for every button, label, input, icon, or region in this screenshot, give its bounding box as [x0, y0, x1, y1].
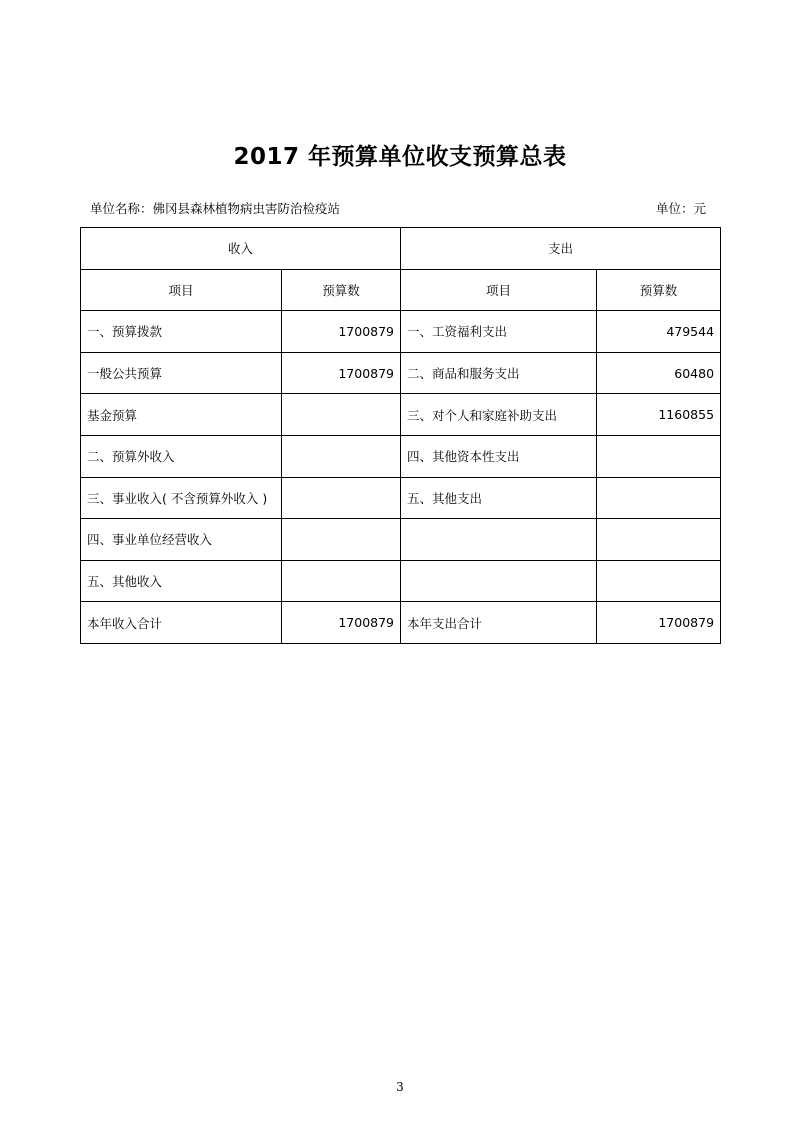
income-item: 一般公共预算	[81, 352, 282, 394]
page-title: 2017 年预算单位收支预算总表	[233, 144, 567, 170]
table-row	[81, 560, 721, 602]
table-row	[81, 477, 721, 519]
income-amount	[282, 560, 401, 602]
table-row	[81, 311, 721, 353]
income-item: 五、其他收入	[81, 560, 282, 602]
expense-amount	[597, 519, 721, 561]
table-row	[81, 435, 721, 477]
income-item: 一、预算拨款	[81, 311, 282, 353]
income-item: 二、预算外收入	[81, 435, 282, 477]
expense-item: 五、其他支出	[401, 477, 597, 519]
income-item: 三、事业收入( 不含预算外收入 )	[81, 477, 282, 519]
income-amount	[282, 519, 401, 561]
income-amount: 1700879	[282, 311, 401, 353]
expense-amount: 1160855	[597, 394, 721, 436]
income-amount-header: 预算数	[282, 269, 401, 311]
expense-amount	[597, 560, 721, 602]
unit-label: 单位：元	[655, 201, 706, 216]
table-row	[81, 519, 721, 561]
table-row	[81, 394, 721, 436]
income-item-header: 项目	[81, 269, 282, 311]
income-amount: 1700879	[282, 352, 401, 394]
total-row	[81, 602, 721, 644]
column-header-row	[81, 269, 721, 311]
budget-summary-table	[80, 227, 721, 644]
expense-total-amount: 1700879	[597, 602, 721, 644]
income-amount	[282, 477, 401, 519]
expense-item: 四、其他资本性支出	[401, 435, 597, 477]
income-amount	[282, 394, 401, 436]
expense-item: 三、对个人和家庭补助支出	[401, 394, 597, 436]
expense-total-label: 本年支出合计	[401, 602, 597, 644]
income-amount	[282, 435, 401, 477]
table-row	[81, 352, 721, 394]
expense-header: 支出	[401, 228, 721, 270]
income-total-label: 本年收入合计	[81, 602, 282, 644]
expense-amount: 60480	[597, 352, 721, 394]
expense-amount-header: 预算数	[597, 269, 721, 311]
expense-item-header: 项目	[401, 269, 597, 311]
income-total-amount: 1700879	[282, 602, 401, 644]
expense-item	[401, 519, 597, 561]
expense-amount: 479544	[597, 311, 721, 353]
unit-name: 单位名称：佛冈县森林植物病虫害防治检疫站	[90, 201, 341, 216]
expense-item: 二、商品和服务支出	[401, 352, 597, 394]
income-header: 收入	[81, 228, 401, 270]
income-item: 四、事业单位经营收入	[81, 519, 282, 561]
income-item: 基金预算	[81, 394, 282, 436]
expense-amount	[597, 435, 721, 477]
expense-item	[401, 560, 597, 602]
page-number: 3	[396, 1080, 404, 1094]
expense-item: 一、工资福利支出	[401, 311, 597, 353]
section-header-row	[81, 228, 721, 270]
expense-amount	[597, 477, 721, 519]
